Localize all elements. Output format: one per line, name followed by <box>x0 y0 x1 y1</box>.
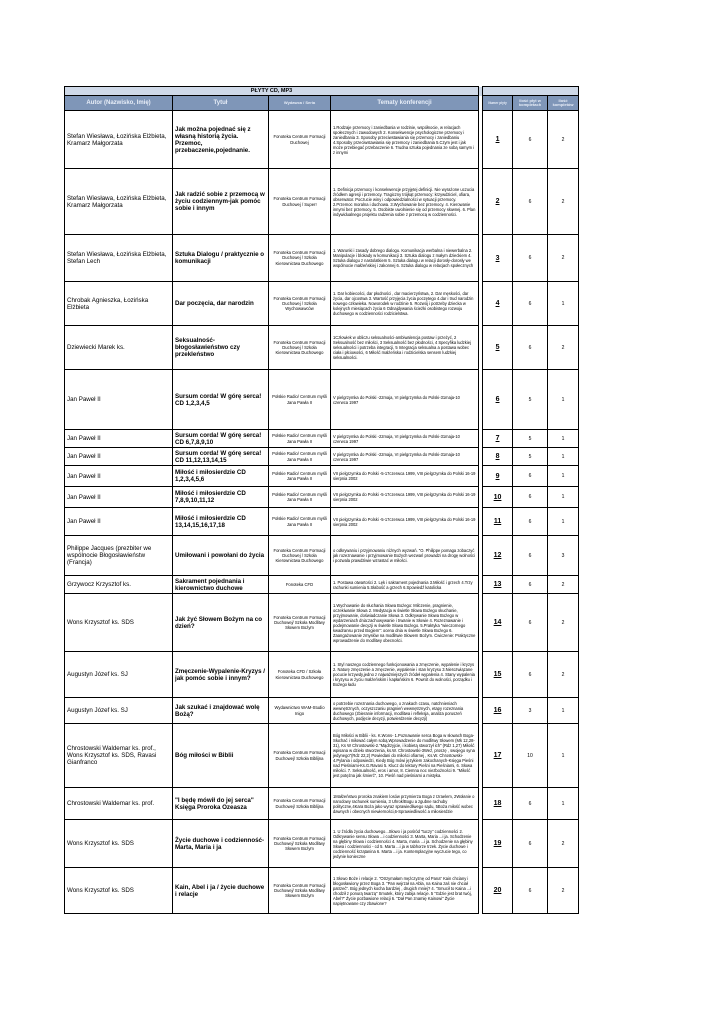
table-cell-numer: 11 <box>483 508 513 536</box>
table-cell-wydawca: Polskie Radio/ Centrum myśli Jana Pawła II <box>269 466 331 487</box>
table-cell-autor: Philippe Jacques (prezbiter we wspólnocie Błogosławieństw (Francja) <box>65 536 173 576</box>
table-cell-ilosc-kompletow: 1 <box>548 508 579 536</box>
title-row-blank <box>483 87 579 96</box>
table-cell-numer: 4 <box>483 282 513 326</box>
table-cell-wydawca: Fonoteka Centrum Formacji Duchowej/ Szkoła Biblijna <box>269 788 331 820</box>
table-cell-tytul: Sursum corda! W górę serca! CD 6,7,8,9,10 <box>173 430 269 448</box>
table-cell-autor: Wons Krzysztof ks. SDS <box>65 594 173 652</box>
table-cell-tematy: VII pielgrzymka do Polski -5-17czerwca 1999, VIII pielgrzymka do Polski 16-19 sierpnia 2002 <box>331 487 479 508</box>
table-cell-wydawca: Polskie Radio/ Centrum myśli Jana Pawła II <box>269 370 331 430</box>
table-cell-numer: 15 <box>483 652 513 698</box>
table-cell-tytul: Sztuka Dialogu / praktycznie o komunikacji <box>173 235 269 282</box>
table-cell-ilosc-plyt: 6 <box>513 788 548 820</box>
table-row <box>65 111 579 169</box>
table-cell-ilosc-plyt: 6 <box>513 820 548 868</box>
header-row <box>65 96 579 111</box>
table-row <box>65 698 579 724</box>
table-cell-autor: Wons Krzysztof ks. SDS <box>65 868 173 914</box>
title-row <box>65 87 579 96</box>
table-cell-autor: Chrobak Agnieszka, Łozińska Elżbieta <box>65 282 173 326</box>
header-tytul: Tytuł <box>173 96 269 111</box>
table-cell-tytul: Jak radzić sobie z przemocą w życiu codziennym-jak pomóc sobie i innym <box>173 169 269 235</box>
table-cell-ilosc-plyt: 6 <box>513 576 548 594</box>
table-cell-wydawca: Fonoteka Centrum Formacji Duchowej/ Szkoła Modlitwy Słowem Bożym <box>269 868 331 914</box>
table-row <box>65 169 579 235</box>
table-cell-wydawca: Fonoteka Centrum Formacji Duchowej / Szkoła Kierownictwa Duchowego <box>269 326 331 370</box>
table-row <box>65 724 579 788</box>
table-cell-tematy: V pielgrzymka do Polski -22maja, VI pielgrzymka do Polski-31maja-10 czerwca 1997 <box>331 448 479 466</box>
table-cell-wydawca: Polskie Radio/ Centrum myśli Jana Pawła II <box>269 487 331 508</box>
table-cell-tematy: 1Małżeństwo proroka znakiem losów przymierza Boga z Izraelem, 2Wołanie o narodowy rachunek sumienia, 3 Uhrok/Bogu a zgubne rachuby polityczne,4Kara Boża jako wyraz sprawiedliwego sądu, 5Boża miłość wobec dawnych i obecnych niewierności,6-Sprawiedliwość a miłosierdzie <box>331 788 479 820</box>
table-row <box>65 820 579 868</box>
table-cell-tytul: Jak żyć Słowem Bożym na co dzień? <box>173 594 269 652</box>
table-row <box>65 508 579 536</box>
catalog-sheet <box>64 86 578 914</box>
table-cell-ilosc-plyt: 10 <box>513 724 548 788</box>
table-cell-ilosc-kompletow: 2 <box>548 169 579 235</box>
table-cell-ilosc-kompletow: 2 <box>548 820 579 868</box>
table-cell-tytul: Sursum corda! W górę serca! CD 1,2,3,4,5 <box>173 370 269 430</box>
table-cell-ilosc-kompletow: 2 <box>548 576 579 594</box>
table-cell-autor: Jan Paweł II <box>65 370 173 430</box>
table-row <box>65 326 579 370</box>
table-cell-autor: Grzywocz Krzysztof ks. <box>65 576 173 594</box>
table-cell-tytul: Sakrament pojednania i kierownictwo duchowe <box>173 576 269 594</box>
table-cell-ilosc-kompletow: 1 <box>548 370 579 430</box>
table-row <box>65 594 579 652</box>
table-cell-autor: Jan Paweł II <box>65 466 173 487</box>
table-row <box>65 466 579 487</box>
table-cell-tytul: Jak szukać i znajdować wolę Bożą? <box>173 698 269 724</box>
table-cell-numer: 10 <box>483 487 513 508</box>
table-cell-ilosc-plyt: 5 <box>513 448 548 466</box>
table-cell-ilosc-plyt: 6 <box>513 169 548 235</box>
table-cell-tematy: 1. Dar kobiecości, dar płodności , dar macierzyństwa, 2. Dar męskości, dar życia, dar ojcostwa 3. Wartość przyjęcia życia poczętego 4.dar i trud narodzin nowego człowieka. Noworodek w rodzinie 5. Rozwój i potrzeby dziecka w kolejnych miesiącach życia 6 Odnajdywania ścieżki osobistego rozwoju duchowego w codzienności rodzicielstwa. <box>331 282 479 326</box>
table-cell-ilosc-plyt: 6 <box>513 235 548 282</box>
table-cell-ilosc-kompletow: 1 <box>548 788 579 820</box>
table-cell-wydawca: Fonoteka Centrum Formacji Duchowej / Super! <box>269 169 331 235</box>
table-cell-numer: 20 <box>483 868 513 914</box>
table-cell-numer: 16 <box>483 698 513 724</box>
table-cell-autor: Augustyn Józef ks. SJ <box>65 698 173 724</box>
table-row <box>65 370 579 430</box>
table-cell-wydawca: Fonoteka Centrum Formacji Duchowej <box>269 111 331 169</box>
table-cell-ilosc-plyt: 3 <box>513 698 548 724</box>
table-cell-numer: 9 <box>483 466 513 487</box>
table-cell-tematy: 1.Wychowanie do słuchania Słowa Bożego: Milczenie, pragnienie, oczekiwanie Słowa 2. Medytacja w świetle Słowa Bożego skuchanie, przyjmowanie, doświadczanie Słowa 3. Odkrywanie Słowa Bożego w wydarzeniach dnia:zachowywanie i trwanie w Słowie 4. Rozeznawanie i podejmowanie decyzji w świetle Słowa Bożego. 5.Praktyka "wieczornego kwadransu przed Bogiem": ocena dnia w świetle Słowa Bożego 6. Zaangażowanie zmysłów na modlitwie Słowem Bożym. Ćwiczenie: Praktyczne wprowadzenie do modlitwy obecności. <box>331 594 479 652</box>
table-row <box>65 788 579 820</box>
table-row <box>65 576 579 594</box>
table-cell-ilosc-kompletow: 2 <box>548 111 579 169</box>
table-cell-tytul: Miłość i miłosierdzie CD 13,14,15,16,17,18 <box>173 508 269 536</box>
table-cell-tytul: Seksualność-błogosławieństwo czy przekleństwo <box>173 326 269 370</box>
table-cell-autor: Chrostowski Waldemar ks. prof., Wons Krzysztof ks. SDS, Ravasi Gianfranco <box>65 724 173 788</box>
table-cell-numer: 1 <box>483 111 513 169</box>
table-cell-wydawca: Fonoteka Centrum Formacji Duchowej/ Szkoła Modlitwy Słowem Bożym <box>269 594 331 652</box>
table-cell-numer: 7 <box>483 430 513 448</box>
table-row <box>65 282 579 326</box>
table-cell-tematy: 1. U źródła życia duchowego...Słowo i ja pośród "tuczy" codzienności 2. Odkrywanie sensu Słowa ...i codzienności 3. Marta, Maria ...i ja. Schodzenie na głębiny Słowa i codzienności 4. Marta, maria ...i ja. Schodzenie na głębiny Słowa i codzienności - cd 5. Marta ...i ja w tabhorze trzek. Życie duchowe i codzienność krzątanina 6. Marta ...i ja. Kontemplacyjne wyczucie tego, co jedynie konieczne <box>331 820 479 868</box>
header-autor: Autor (Nazwisko, Imię) <box>65 96 173 111</box>
table-cell-tytul: Jak można pojednać się z własną historią życia. Przemoc, przebaczenie,pojednanie. <box>173 111 269 169</box>
table-cell-numer: 3 <box>483 235 513 282</box>
table-cell-ilosc-kompletow: 1 <box>548 487 579 508</box>
table-cell-tematy: VII pielgrzymka do Polski -5-17czerwca 1999, VIII pielgrzymka do Polski 16-19 sierpnia 2002 <box>331 466 479 487</box>
table-cell-ilosc-kompletow: 2 <box>548 235 579 282</box>
header-wydawca: Wydawca / Seria <box>269 96 331 111</box>
table-cell-wydawca: Wydawnictwo WAM-Studio Inigo <box>269 698 331 724</box>
table-cell-ilosc-plyt: 6 <box>513 326 548 370</box>
table-row <box>65 430 579 448</box>
table-cell-wydawca: Fonoteka Centrum Formacji Duchowej / Szkoła Kierownictwa Duchowego <box>269 235 331 282</box>
sheet-title: PŁYTY CD, MP3 <box>65 87 479 96</box>
table-cell-numer: 13 <box>483 576 513 594</box>
table-cell-autor: Jan Paweł II <box>65 430 173 448</box>
table-cell-tematy: 1 Słowo Boże i relacje 2. "Otrzymałam mężczyznę od Pana" Kain chciany i błogosławiony przez Boga 3. "Pan wejrzał na Abla, na Kaina zaś nie chciał patrzeć". Bóg jednych kocha bardziej , drugich mniej? 4. "Smucił to Kaina ...i chodził z ponurą twarzą" Smutek, który zabija relacje. 5 "Gdzie jest brat twój, Abel?" Życie pozbawione relacji 6. "Dał Pan znamię Kainowi" Życie napiętnowane czy zbawione? <box>331 868 479 914</box>
table-cell-wydawca: Fonoteka Centrum Formacji Duchowej / Szkoła Kierownictwa Duchowego <box>269 536 331 576</box>
table-cell-tematy: V pielgrzymka do Polski -22maja, VI pielgrzymka do Polski-31maja-10 czerwca 1997 <box>331 370 479 430</box>
table-cell-ilosc-kompletow: 2 <box>548 594 579 652</box>
table-cell-autor: Augustyn Józef ks. SJ <box>65 652 173 698</box>
table-cell-ilosc-plyt: 6 <box>513 652 548 698</box>
table-cell-tematy: 1.Rodzaje przemocy i zaniedbania w rodzinie, współnocie, w relacjach społecznych i zawodowych 2. Konsekwencje psychologiczne przemocy i zaniedbania 3. Sposoby przeciwstawiania się przemocy i zaniedbaniu 4.Sposoby przeciwstawiania się przemocy i zaniedbania 5.Czym jest i jak może przebiegać przebaczenie 6. Trudna sztuka pojednania ze sobą samym i z innymi <box>331 111 479 169</box>
table-cell-tytul: Miłość i miłosierdzie CD 7,8,9,10,11,12 <box>173 487 269 508</box>
table-cell-tematy: VII pielgrzymka do Polski -5-17czerwca 1999, VIII pielgrzymka do Polski 16-19 sierpnia 2002 <box>331 508 479 536</box>
table-cell-tytul: "I będę mówił do jej serca" Księga Proroka Ozeasza <box>173 788 269 820</box>
table-cell-autor: Jan Paweł II <box>65 448 173 466</box>
table-cell-autor: Stefan Wiesława, Łozińska Elżbieta, Kramarz Małgorzata <box>65 111 173 169</box>
table-cell-wydawca: Fonoteka CFD <box>269 576 331 594</box>
table-cell-ilosc-plyt: 5 <box>513 370 548 430</box>
table-cell-tematy: o odkrywaniu i przyjmowaniu różnych wyzwań. "O. Philippe pomaga zobaczyć jak rozeznawanie i przyjmowanie Bożych wezwań prowadzi na drogę wolności i pozwala prawdziwie wzrastać w miłości. <box>331 536 479 576</box>
table-cell-numer: 17 <box>483 724 513 788</box>
table-cell-ilosc-kompletow: 1 <box>548 282 579 326</box>
table-cell-ilosc-kompletow: 1 <box>548 698 579 724</box>
table-cell-tematy: 1. Styl naszego codziennego funkcjonowania a zmęczenie, wypalenie i kryzys 2. Naturę zmęczenie a zmęczenie, wypalenie i stan kryzysu 3.Nierozwiązane pocucie krzywdy,jedno z najważniejszych źródeł wypalenia 4. Stany wypalenia i kryzysu w życiu małżeńskim i kapłańskim 6. Powrót do wolności, porządku i Bożego ładu <box>331 652 479 698</box>
table-cell-tytul: Umiłowani i powołani do życia <box>173 536 269 576</box>
table-row <box>65 652 579 698</box>
table-cell-ilosc-plyt: 6 <box>513 487 548 508</box>
catalog-table <box>64 86 579 914</box>
table-cell-tematy: Bóg Miłości w Biblii - ks. K.Wons- 1.Poznawanie serca Boga w słowach Boga-Słuchać i miłować całym sobą.Wprowadzenie do modlitwy Słowem (Mk 12,28-31), Ks W Chrostowski-2."Mądrzyjcie, i kobietą stworzył ich" (Rdz 1,27) Miłość wpisana w dzieło stworzenia, ks.W. Chrostowski-3Weź, proszę , swojego syna jedynego"(Rdz 22,2) Powiedani do miłości ofiarnej , Ks.W. Chrostowski-4.Pylania i odpowiedzi, Kiedy Bóg mówi językiem zakochanych-Księga Pieśni nad Pieśniami-Ks.G.Ravasi 5. Klucz do lektury Pieśni na Pieśniami, 6. Słowa miłości. 7. Seksualność, eros i amor, 8. Ciemna noc niezbożności 9. "Miłość jest potężna jak śmierć", 10. Pieśń nad pieśniami a mistyka. <box>331 724 479 788</box>
table-cell-numer: 5 <box>483 326 513 370</box>
table-cell-tytul: Bóg miłości w Biblii <box>173 724 269 788</box>
table-cell-numer: 2 <box>483 169 513 235</box>
table-cell-wydawca: Fonoteka Centrum Formacji Duchowej/ Szkoła Biblijna <box>269 724 331 788</box>
table-cell-autor: Jan Paweł II <box>65 508 173 536</box>
table-cell-ilosc-kompletow: 2 <box>548 326 579 370</box>
table-cell-tematy: o potrzebie rozeznania duchowego, o znakach czasu, natchnieniach wewnętrznych, oczyszczaniu pragnień wewnętrznych, etapy rozeznania duchowego (zbieranie informacji, modlitwa i refleksja, analiza poruszeń duchowych, podjęcie decyzji, potwierdzenie decyzji) <box>331 698 479 724</box>
table-cell-tytul: Sursum corda! W górę serca! CD 11,12,13,14,15 <box>173 448 269 466</box>
table-cell-tytul: Dar poczęcia, dar narodzin <box>173 282 269 326</box>
header-tematy: Tematy konferencji <box>331 96 479 111</box>
table-cell-tematy: 1Człowiek w obliczu seksualności-ambiwalencja postaw i przeżyć, 2 Seksualność bez miłości, 3 Seksualność bez płodności, 4 Specyfika ludzkiej seksualności i potrzeba integracji, 5 Integracja seksualna a postawa wobec ciała i płciowości, 6 Miłość małżeńska i rodzicielska sensem ludzkiej seksualności. <box>331 326 479 370</box>
header-numer: Numer płyty <box>483 96 513 111</box>
table-cell-numer: 8 <box>483 448 513 466</box>
table-cell-tytul: Kain, Abel i ja / życie duchowe i relacje <box>173 868 269 914</box>
header-ilosc-kompletow: Ilość kompletów <box>548 96 579 111</box>
table-cell-numer: 19 <box>483 820 513 868</box>
table-cell-numer: 12 <box>483 536 513 576</box>
table-row <box>65 536 579 576</box>
table-cell-tematy: 1. Warunki i zasady dobrego dialogu. Komunikacja werbalna i niewerbalna 2. Manipulacje i blokady w komunikacji 3. Sztuka dialogu z małym dzieckiem 4. Sztuka dialogu z nastolatkiem 5. Sztuka dialogu w relacji dorosły-dorosły we wspólnocie małżeńskiej i zakonnej 6. Sztuka dialogu w relacjach społecznych <box>331 235 479 282</box>
table-cell-tytul: Miłość i miłosierdzie CD 1,2,3,4,5,6 <box>173 466 269 487</box>
table-cell-tematy: V pielgrzymka do Polski -22maja, VI pielgrzymka do Polski-31maja-10 czerwca 1997 <box>331 430 479 448</box>
table-cell-numer: 14 <box>483 594 513 652</box>
table-cell-ilosc-plyt: 6 <box>513 868 548 914</box>
table-cell-ilosc-plyt: 5 <box>513 430 548 448</box>
table-cell-autor: Wons Krzysztof ks. SDS <box>65 820 173 868</box>
table-cell-ilosc-plyt: 6 <box>513 508 548 536</box>
table-cell-wydawca: Fonoteka CFD / Szkoła Kierownictwa Duchowego <box>269 652 331 698</box>
table-cell-ilosc-plyt: 6 <box>513 466 548 487</box>
table-cell-tematy: 1. Postawa otwartości 2. Lęk i sakrament pojednania 3.Miłość i grzech 4.Trzy rachunki sumienia 5.Słabość a grzech 6.Spowiedź katolicka <box>331 576 479 594</box>
table-cell-ilosc-kompletow: 3 <box>548 536 579 576</box>
table-cell-wydawca: Polskie Radio/ Centrum myśli Jana Pawła II <box>269 430 331 448</box>
table-body <box>65 111 579 914</box>
table-cell-wydawca: Fonoteka Centrum Formacji Duchowej / Szkoła Wychowawców <box>269 282 331 326</box>
table-cell-numer: 18 <box>483 788 513 820</box>
table-cell-autor: Dziewiecki Marek ks. <box>65 326 173 370</box>
table-cell-autor: Stefan Wiesława, Łozińska Elżbieta, Stefan Lech <box>65 235 173 282</box>
table-cell-ilosc-plyt: 6 <box>513 111 548 169</box>
table-cell-ilosc-kompletow: 2 <box>548 652 579 698</box>
table-row <box>65 868 579 914</box>
table-cell-tytul: Życie duchowe i codzienność-Marta, Maria i ja <box>173 820 269 868</box>
table-cell-ilosc-kompletow: 1 <box>548 448 579 466</box>
table-cell-autor: Jan Paweł II <box>65 487 173 508</box>
table-cell-ilosc-plyt: 6 <box>513 594 548 652</box>
table-cell-ilosc-kompletow: 2 <box>548 868 579 914</box>
table-cell-tematy: 1. Definicja przemocy i konsekwencje przyjętej definicji. Nie wyrażone uczucia źródłem agresji i przemocy. Tragiczny trójkąt przemocy: krzywdziciel, ofiara, obserwator. Poczucie winy i odpowiedzialności w sytuacji przemocy. 2.Przemoc moralna i duchowa. 3.Wychowanie bez przemocy. 4. Kierowanie innymi bez przemocy. 5. Osobiste uwolnienie się od przemocy słownej. 6. Plan indywidualnego projektu radzenia sobie z przemocą w codzienności. <box>331 169 479 235</box>
table-cell-wydawca: Polskie Radio/ Centrum myśli Jana Pawła II <box>269 448 331 466</box>
table-cell-ilosc-kompletow: 1 <box>548 466 579 487</box>
table-cell-wydawca: Fonoteka Centrum Formacji Duchowej/ Szkoła Modlitwy Słowem Bożym <box>269 820 331 868</box>
table-cell-numer: 6 <box>483 370 513 430</box>
table-cell-ilosc-kompletow: 1 <box>548 430 579 448</box>
table-row <box>65 448 579 466</box>
table-cell-autor: Stefan Wiesława, Łozińska Elżbieta, Kramarz Małgorzata <box>65 169 173 235</box>
table-row <box>65 235 579 282</box>
table-cell-ilosc-plyt: 6 <box>513 536 548 576</box>
table-cell-ilosc-kompletow: 1 <box>548 724 579 788</box>
table-cell-wydawca: Polskie Radio/ Centrum myśli Jana Pawła II <box>269 508 331 536</box>
header-ilosc-plyt: Ilość płyt w kompletach <box>513 96 548 111</box>
table-cell-ilosc-plyt: 6 <box>513 282 548 326</box>
table-row <box>65 487 579 508</box>
table-cell-tytul: Zmęczenie-Wypalenie-Kryzys / jak pomóc sobie i innym? <box>173 652 269 698</box>
table-cell-autor: Chrostowski Waldemar ks. prof. <box>65 788 173 820</box>
